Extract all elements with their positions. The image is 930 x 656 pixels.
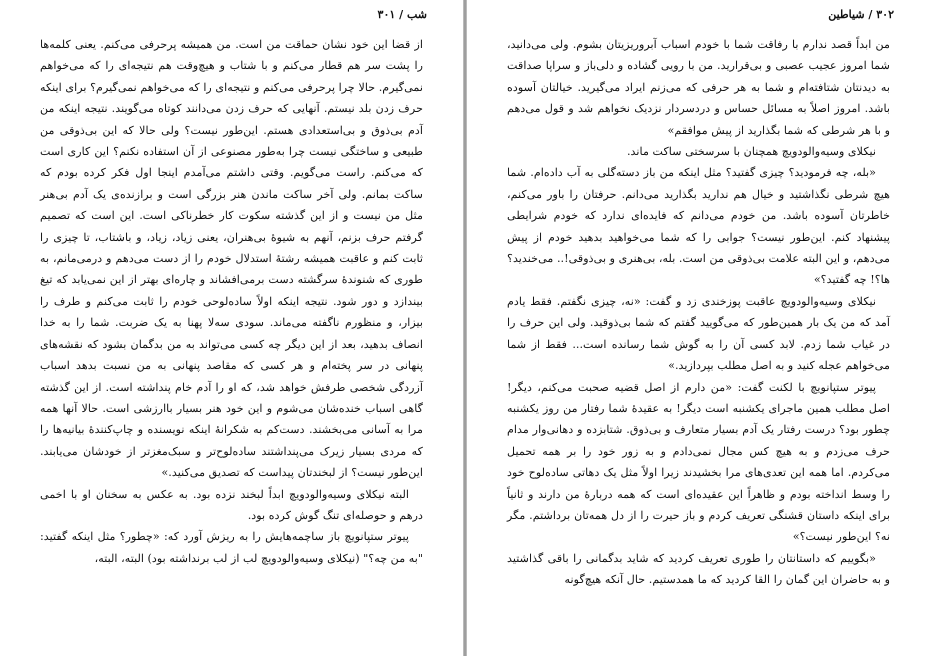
- left-page-body: [40, 34, 423, 569]
- left-page-running-title: [378, 8, 427, 21]
- paragraph: پیوتر ستپانویچ با لکنت گفت: «من دارم از اصل قضیه صحبت می‌کنم، دیگر! اصل مطلب همین ماجرای یکشنبه است دیگر! به عقیدهٔ شما رفتار من روز یکشنبه چطور بود؟ درست رفتار یک آدم بسیار متعارف و بی‌ذوق. شتابزده و دهانی‌وار مدام حرف می‌زدم و به هیچ کس مجال نمی‌دادم و به زور خود را بر همه تحمیل می‌کردم. اما همه این تعدی‌های مرا بخشیدند زیرا اولاً مثل یک دهاتی ساده‌لوح خود را وسط انداخته بودم و ظاهراً این عقیده‌ای است که همه دربارهٔ من دارند و ثانیاً برای اینکه داستان قشنگی تعریف کردم و باز حیرت را از دل همه‌تان برداشتم. مگر نه؟ این‌طور نیست؟»: [507, 380, 890, 544]
- paragraph: نیکلای وسیه‌والودویچ همچنان با سرسختی ساکت ماند.: [627, 145, 876, 159]
- paragraph: از قضا این خود نشان حماقت من است. من همیشه پرحرفی می‌کنم. یعنی کلمه‌ها را پشت سر هم قطار می‌کنم و با شتاب و هیچ‌وقت هم نتیجه‌ای را که می‌خواهم نمی‌گیرم. حالا چرا پرحرفی می‌کنم و نتیجه‌ای را که می‌خواهم نمی‌گیرم؟ برای اینکه حرف زدن بلد نیستم. آنهایی که حرف زدن می‌دانند کوتاه می‌گویند. نتیجه اینکه من آدم بی‌ذوق و بی‌استعدادی هستم. این‌طور نیست؟ ولی حالا که این بی‌ذوقی من طبیعی و ساختگی نیست چرا به‌طور مصنوعی از آن استفاده نکنم؟ این کاری است که می‌کنم. راست می‌گویم. وقتی داشتم می‌آمدم اینجا اول فکر کرده بودم که ساکت بمانم. ولی آخر ساکت ماندن هنر بزرگی است و برازنده‌ی یک آدم بی‌هنر مثل من نیست و از این گذشته سکوت کار خطرناکی است. این است که تصمیم گرفتم حرف بزنم، آنهم به شیوهٔ بی‌هنران، یعنی زیاد، زیاد، و باشتاب، تا چیزی را ثابت کنم و عاقبت همیشه رشتهٔ استدلال خودم را از دست می‌دهم و درمی‌مانم، به طوری که شنوندهٔ سرگشته دست برمی‌افشاند و چاره‌ای بهتر از این نمی‌یابد که تیغ بیندازد و دور شود. نتیجه اینکه اولاً ساده‌لوحی خودم را ثابت می‌کنم و طرف را بیزار، و منظورم ناگفته می‌ماند. سودی سه‌لا پهنا به یک ضربت. شما را به خدا انصاف بدهید، بعد از این دیگر چه کسی می‌تواند به من بدگمان بشود که نقشه‌های پنهانی در سر پخته‌ام و هر کسی که مقاصد پنهانی به من نسبت بدهد اسباب آزردگی شخصی طرفش خواهد شد، که او را آدم خام پنداشته است. از این گذشته گاهی اسباب خنده‌شان می‌شوم و این خود هنر بسیار باارزشی است. حالا آنها همه مرا به آسانی می‌بخشند. دست‌کم به شکرانهٔ اینکه نویسنده و چاپ‌کنندهٔ بیانیه‌ها را که مردی بسیار زیرک می‌پنداشتند ساده‌لوح‌تر و سبک‌مغزتر از خودشان می‌یابند. این‌طور نیست؟ از لبخندتان پیداست که تصدیق می‌کنید.»: [40, 38, 423, 480]
- paragraph: البته نیکلای وسیه‌والودویچ ابداً لبخند نزده بود. به عکس به سخنان او با اخمی درهم و حوصله‌ای تنگ گوش کرده بود.: [40, 487, 423, 522]
- paragraph: من ابداً قصد ندارم با رفاقت شما با خودم اسباب آبروریزیتان بشوم. ولی می‌دانید، شما امروز عجیب عصبی و بی‌قرارید. من با رویی گشاده و دلی‌باز و سراپا صداقت به دیدنتان شتافته‌ام و شما به هر حرفی که می‌زنم ایراد می‌گیرید. خیالتان آسوده باشد. امروز اصلاً به مسائل حساس و دردسردار نزدیک نخواهم شد و قول می‌دهم و با هر شرطی که شما بگذارید از پیش موافقم»: [507, 38, 890, 137]
- right-page-running-title: [828, 8, 894, 21]
- left-page: [0, 0, 463, 656]
- paragraph: نیکلای وسیه‌والودویچ عاقبت پوزخندی زد و گفت: «نه، چیزی نگفتم. فقط یادم آمد که من یک بار همین‌طور که می‌گویید گفتم که شما بی‌ذوقید. ولی این حرف را در غیاب شما زدم. لابد کسی آن را به گوش شما رسانده است... فقط از شما می‌خواهم عجله کنید و به اصل مطلب بپردازید.»: [507, 294, 890, 373]
- header-separator: /: [395, 8, 404, 21]
- right-page: [467, 0, 930, 656]
- paragraph: پیوتر ستپانویچ باز ساچمه‌هایش را به ریزش آورد که: «چطور؟ مثل اینکه گفتید: "به من چه؟" (نیکلای وسیه‌والودویچ لب از لب برنداشته بود) البته، البته،: [40, 530, 423, 565]
- right-page-number: ۳۰۲: [876, 8, 894, 21]
- paragraph: «بگوییم که داستانتان را طوری تعریف کردید که شاید بدگمانی را باقی گذاشتید و به حاضران این گمان را القا کردید که ما همدستیم. حال آنکه هیچ‌گونه: [507, 551, 890, 587]
- left-page-header: [36, 8, 427, 26]
- header-separator: /: [864, 8, 873, 21]
- left-page-header-title: شب: [406, 8, 427, 21]
- left-page-number: ۳۰۱: [377, 8, 396, 21]
- right-page-header-title: شیاطین: [828, 8, 865, 21]
- right-page-body: [507, 34, 890, 591]
- right-page-header: [503, 8, 894, 26]
- paragraph: «بله، چه فرمودید؟ چیزی گفتید؟ مثل اینکه من باز دسته‌گلی به آب داده‌ام. شما هیچ شرطی نگذاشتید و خیال هم ندارید بگذارید می‌دانم. حرفتان را باور می‌کنم، خاطرتان آسوده باشد. من خودم می‌دانم که فایده‌ای ندارد که خودم شرایطی پیشنهاد کنم. این‌طور نیست؟ جوابی را که شما می‌خواهید بدهید خودم از پیش می‌دهم، و این البته علامت بی‌ذوقی من است. بله، بی‌هنری و بی‌ذوقی!.. می‌خندید؟ ها؟! چه گفتید؟»: [507, 166, 890, 287]
